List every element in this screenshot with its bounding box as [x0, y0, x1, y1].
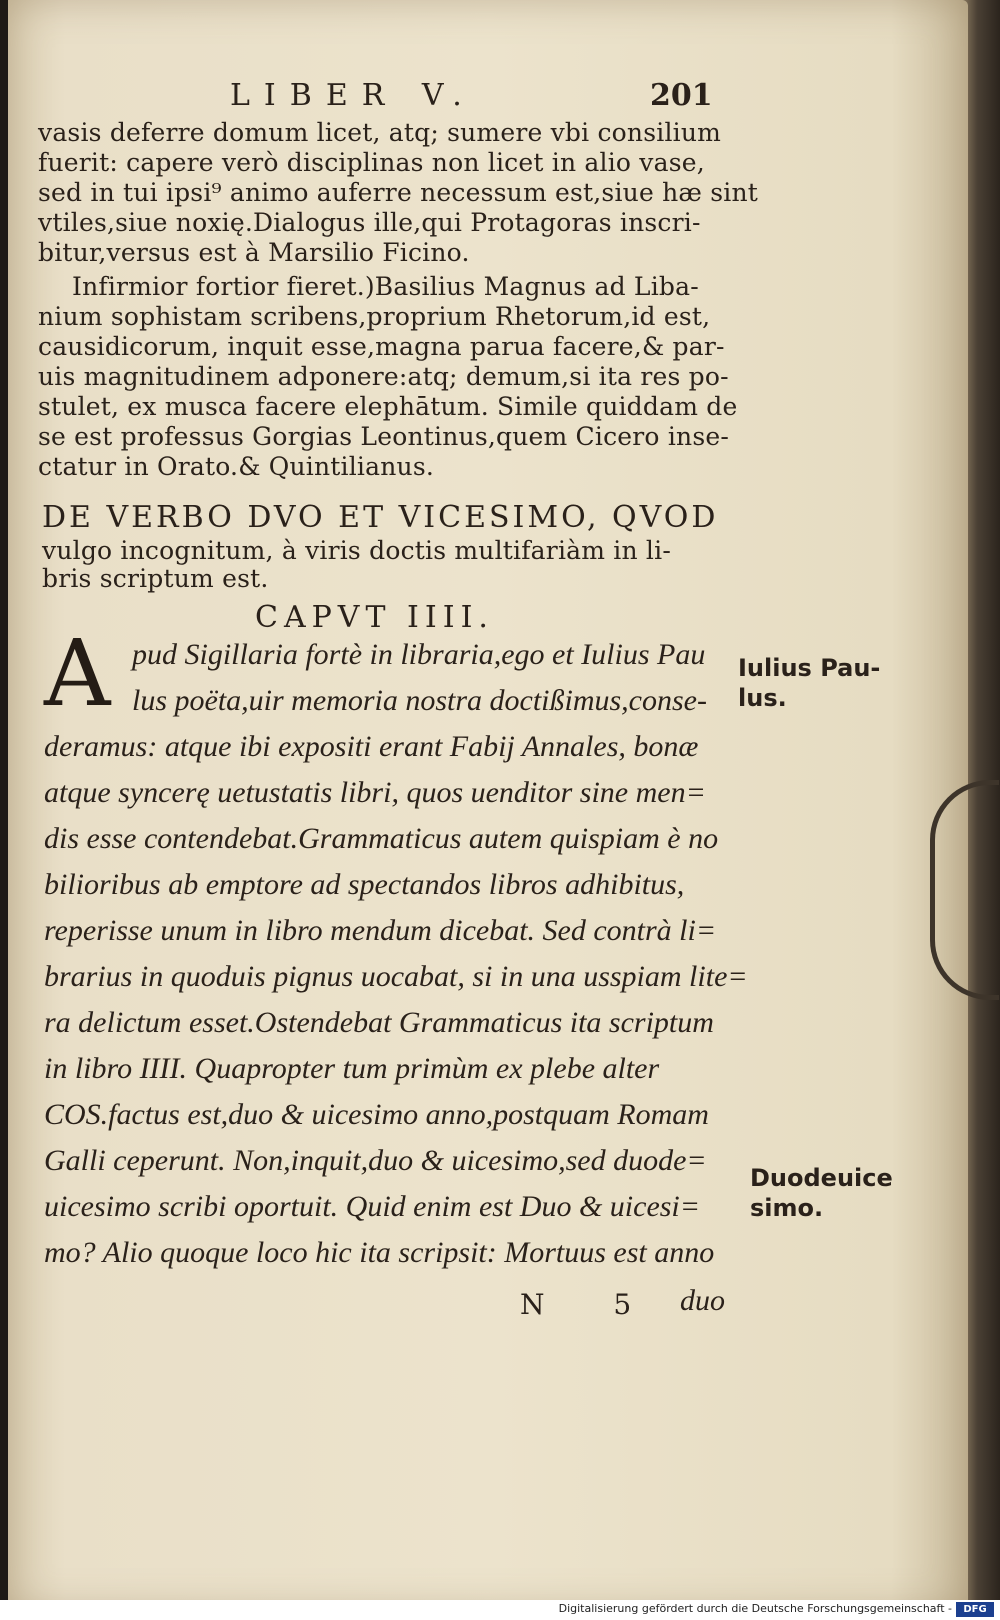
running-head: LIBER V.: [230, 78, 476, 113]
italic-line: uicesimo scribi oportuit. Quid enim est Duo & uicesi=: [44, 1190, 701, 1223]
dfg-logo-icon: DFG: [956, 1602, 994, 1617]
body-line: causidicorum, inquit esse,magna parua facere,& par-: [38, 332, 725, 361]
body-line: ctatur in Orato.& Quintilianus.: [38, 452, 435, 481]
signature-mark: N 5: [520, 1288, 662, 1321]
margin-note: simo.: [750, 1194, 824, 1222]
italic-line: ra delictum esset.Ostendebat Grammaticus ita scriptum: [44, 1006, 714, 1039]
body-line: stulet, ex musca facere elephātum. Simile quiddam de: [38, 392, 738, 421]
italic-line: brarius in quoduis pignus uocabat, si in una usspiam lite=: [44, 960, 748, 993]
section-heading: DE VERBO DVO ET VICESIMO, QVOD: [42, 500, 719, 535]
italic-line: atque syncerę uetustatis libri, quos uenditor sine men=: [44, 776, 706, 809]
drop-cap: A: [44, 620, 111, 727]
body-line: fuerit: capere verò disciplinas non licet in alio vase,: [38, 148, 705, 177]
margin-note: lus.: [738, 684, 787, 712]
body-line: se est professus Gorgias Leontinus,quem Cicero inse-: [38, 422, 729, 451]
page-number: 201: [650, 78, 713, 113]
italic-line: reperisse unum in libro mendum dicebat. Sed contrà li=: [44, 914, 717, 947]
body-line: nium sophistam scribens,proprium Rhetorum,id est,: [38, 302, 711, 331]
body-line: bitur,versus est à Marsilio Ficino.: [38, 238, 470, 267]
footer-bar: [0, 1600, 1000, 1620]
catchword: duo: [680, 1284, 725, 1317]
section-heading-line: bris scriptum est.: [42, 564, 269, 593]
body-line: Infirmior fortior fieret.)Basilius Magnus ad Liba-: [72, 272, 699, 301]
book-clasp-shape: [930, 780, 999, 1000]
italic-line: Galli ceperunt. Non,inquit,duo & uicesimo,sed duode=: [44, 1144, 707, 1177]
margin-note: Iulius Pau-: [738, 654, 881, 682]
body-line: vtiles,siue noxię.Dialogus ille,qui Protagoras inscri-: [38, 208, 701, 237]
italic-line: mo? Alio quoque loco hic ita scripsit: Mortuus est anno: [44, 1236, 715, 1269]
body-line: vasis deferre domum licet, atq; sumere vbi consilium: [38, 118, 722, 147]
margin-note: Duodeuice: [750, 1164, 893, 1192]
italic-line: COS.factus est,duo & uicesimo anno,postquam Romam: [44, 1098, 709, 1131]
chapter-title: CAPVT IIII.: [255, 600, 494, 635]
italic-line: bilioribus ab emptore ad spectandos libros adhibitus,: [44, 868, 685, 901]
italic-line: in libro IIII. Quapropter tum primùm ex plebe alter: [44, 1052, 660, 1085]
footer-credit: Digitalisierung gefördert durch die Deutsche Forschungsgemeinschaft -: [558, 1602, 952, 1615]
italic-line: pud Sigillaria fortè in libraria,ego et Iulius Pau: [132, 638, 706, 671]
italic-line: deramus: atque ibi expositi erant Fabij Annales, bonæ: [44, 730, 699, 763]
section-heading-line: vulgo incognitum, à viris doctis multifariàm in li-: [42, 536, 671, 565]
body-line: uis magnitudinem adponere:atq; demum,si ita res po-: [38, 362, 729, 391]
italic-line: dis esse contendebat.Grammaticus autem quispiam è no: [44, 822, 719, 855]
italic-line: lus poëta,uir memoria nostra doctißimus,conse-: [132, 684, 707, 717]
body-line: sed in tui ipsi⁹ animo auferre necessum est,siue hæ sint: [38, 178, 759, 207]
